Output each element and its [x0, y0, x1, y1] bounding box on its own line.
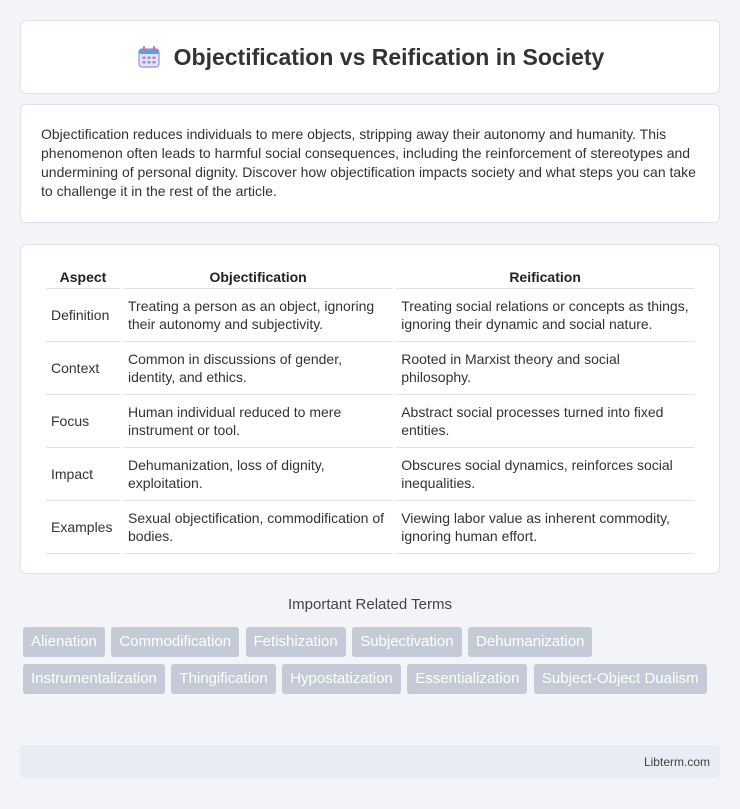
aspect-cell: Impact	[46, 448, 120, 501]
column-header-reification: Reification	[396, 265, 694, 289]
tag-thingification[interactable]: Thingification	[171, 664, 275, 694]
tag-hypostatization[interactable]: Hypostatization	[282, 664, 401, 694]
table-row	[46, 289, 694, 342]
tag-subject-object-dualism[interactable]: Subject-Object Dualism	[534, 664, 707, 694]
comparison-table	[43, 265, 697, 554]
related-terms-title: Important Related Terms	[288, 596, 452, 613]
intro-text: Objectification reduces individuals to mere objects, stripping away their autonomy and humanity. This phenomenon often leads to harmful social consequences, including the reinforcement of stereotypes and undermining of personal dignity. Discover how objectification impacts society and what steps you can take to challenge it in the rest of the article.	[41, 126, 696, 199]
tag-essentialization[interactable]: Essentialization	[407, 664, 527, 694]
tag-commodification[interactable]: Commodification	[111, 627, 239, 657]
objectification-cell: Human individual reduced to mere instrument or tool.	[123, 395, 393, 448]
aspect-cell: Definition	[46, 289, 120, 342]
reification-cell: Viewing labor value as inherent commodity, ignoring human effort.	[396, 501, 694, 554]
column-header-aspect: Aspect	[46, 265, 120, 289]
tag-fetishization[interactable]: Fetishization	[246, 627, 346, 657]
page-title: Objectification vs Reification in Society	[173, 43, 605, 70]
footer-site-link[interactable]: Libterm.com	[643, 755, 710, 769]
table-row	[46, 501, 694, 554]
table-row	[46, 342, 694, 395]
intro-card	[20, 104, 720, 223]
reification-cell: Treating social relations or concepts as things, ignoring their dynamic and social nature.	[396, 289, 694, 342]
objectification-cell: Dehumanization, loss of dignity, exploitation.	[123, 448, 393, 501]
header-card	[20, 20, 720, 94]
table-row	[46, 395, 694, 448]
comparison-table-card	[20, 244, 720, 574]
column-header-objectification: Objectification	[123, 265, 393, 289]
reification-cell: Rooted in Marxist theory and social philosophy.	[396, 342, 694, 395]
aspect-cell: Context	[46, 342, 120, 395]
tag-dehumanization[interactable]: Dehumanization	[468, 627, 592, 657]
aspect-cell: Examples	[46, 501, 120, 554]
calendar-icon	[136, 44, 162, 70]
tag-instrumentalization[interactable]: Instrumentalization	[23, 664, 165, 694]
tag-subjectivation[interactable]: Subjectivation	[352, 627, 461, 657]
objectification-cell: Treating a person as an object, ignoring their autonomy and subjectivity.	[123, 289, 393, 342]
objectification-cell: Sexual objectification, commodification of bodies.	[123, 501, 393, 554]
table-row	[46, 448, 694, 501]
objectification-cell: Common in discussions of gender, identity, and ethics.	[123, 342, 393, 395]
tag-alienation[interactable]: Alienation	[23, 627, 105, 657]
footer	[20, 745, 720, 778]
reification-cell: Abstract social processes turned into fixed entities.	[396, 395, 694, 448]
reification-cell: Obscures social dynamics, reinforces social inequalities.	[396, 448, 694, 501]
table-header-row	[46, 265, 694, 289]
related-terms-list	[23, 627, 723, 701]
aspect-cell: Focus	[46, 395, 120, 448]
